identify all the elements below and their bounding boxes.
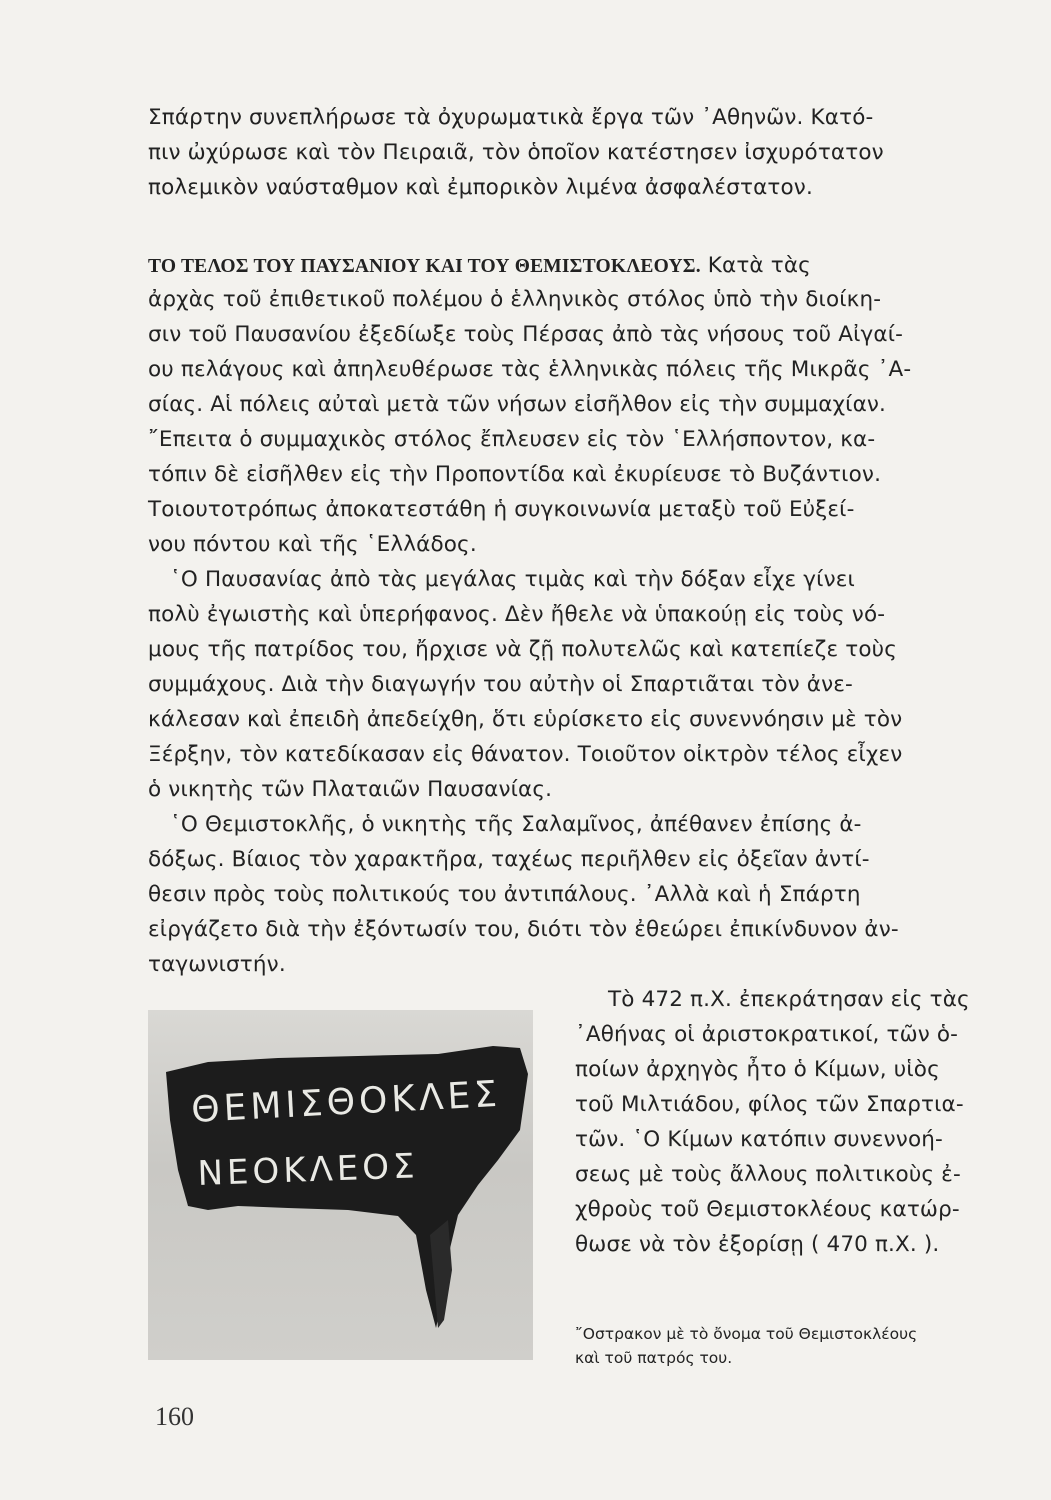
text-line: συμμάχους. Διὰ τὴν διαγωγήν του αὐτὴν οἱ Σπαρτιᾶται τὸν ἀνε-: [148, 672, 853, 697]
text-line: σίας. Αἱ πόλεις αὐταὶ μετὰ τῶν νήσων εἰσῆλθον εἰς τὴν συμμαχίαν.: [148, 392, 887, 417]
text-line: πολεμικὸν ναύσταθμον καὶ ἐμπορικὸν λιμένα ἀσφαλέστατον.: [148, 175, 813, 200]
text-line: ῾Ο Παυσανίας ἀπὸ τὰς μεγάλας τιμὰς καὶ τὴν δόξαν εἶχε γίνει: [170, 567, 855, 592]
text-line: σεως μὲ τοὺς ἄλλους πολιτικοὺς ἐ-: [575, 1162, 961, 1187]
text-line: πολὺ ἐγωιστὴς καὶ ὑπερήφανος. Δὲν ἤθελε νὰ ὑπακούῃ εἰς τοὺς νό-: [148, 602, 886, 627]
inscription-line-1: ΘΕΜΙΣΘΟΚΛΕΣ: [190, 1073, 502, 1131]
text-line: μους τῆς πατρίδος του, ἤρχισε νὰ ζῇ πολυτελῶς καὶ κατεπίεζε τοὺς: [148, 637, 898, 662]
text-line: Τοιουτοτρόπως ἀποκατεστάθη ἡ συγκοινωνία μεταξὺ τοῦ Εὐξεί-: [148, 497, 855, 522]
text-line: τῶν. ῾Ο Κίμων κατόπιν συνεννοή-: [575, 1127, 943, 1152]
ostracon-shard: [148, 1010, 533, 1360]
text-line: ταγωνιστήν.: [148, 952, 286, 977]
text-line: ποίων ἀρχηγὸς ἦτο ὁ Κίμων, υἱὸς: [575, 1057, 940, 1082]
text-line: πιν ὠχύρωσε καὶ τὸν Πειραιᾶ, τὸν ὁποῖον κατέστησεν ἰσχυρότατον: [148, 140, 884, 165]
text-line: Τὸ 472 π.Χ. ἐπεκράτησαν εἰς τὰς: [608, 987, 970, 1012]
text-line: κάλεσαν καὶ ἐπειδὴ ἀπεδείχθη, ὅτι εὑρίσκετο εἰς συνεννόησιν μὲ τὸν: [148, 707, 903, 732]
text-line: θωσε νὰ τὸν ἐξορίσῃ ( 470 π.Χ. ).: [575, 1232, 940, 1257]
text-line: σιν τοῦ Παυσανίου ἐξεδίωξε τοὺς Πέρσας ἀπὸ τὰς νήσους τοῦ Αἰγαί-: [148, 322, 904, 347]
inscription-line-2: ΝΕΟΚΛΕΟΣ: [196, 1146, 420, 1194]
ostracon-photo: [148, 1010, 533, 1360]
text-line: χθροὺς τοῦ Θεμιστοκλέους κατώρ-: [575, 1197, 960, 1222]
caption-line: ῎Οστρακον μὲ τὸ ὄνομα τοῦ Θεμιστοκλέους: [575, 1325, 918, 1343]
text-line: δόξως. Βίαιος τὸν χαρακτῆρα, ταχέως περιῆλθεν εἰς ὀξεῖαν ἀντί-: [148, 847, 870, 872]
section-heading: ΤΟ ΤΕΛΟΣ ΤΟΥ ΠΑΥΣΑΝΙΟΥ ΚΑΙ ΤΟΥ ΘΕΜΙΣΤΟΚΛΕΟΥΣ.: [148, 256, 701, 277]
section-heading-line: [148, 253, 1000, 280]
text-line: ῎Επειτα ὁ συμμαχικὸς στόλος ἔπλευσεν εἰς τὸν ῾Ελλήσποντον, κα-: [148, 427, 876, 452]
text-line: τοῦ Μιλτιάδου, φίλος τῶν Σπαρτια-: [575, 1092, 964, 1117]
text-line: νου πόντου καὶ τῆς ῾Ελλάδος.: [148, 532, 477, 557]
text-line: ῾Ο Θεμιστοκλῆς, ὁ νικητὴς τῆς Σαλαμῖνος, ἀπέθανεν ἐπίσης ἀ-: [170, 812, 862, 837]
text-line: ᾿Αθήνας οἱ ἀριστοκρατικοί, τῶν ὁ-: [575, 1022, 959, 1047]
text-line: Ξέρξην, τὸν κατεδίκασαν εἰς θάνατον. Τοιοῦτον οἰκτρὸν τέλος εἶχεν: [148, 742, 903, 767]
text-line: Σπάρτην συνεπλήρωσε τὰ ὀχυρωματικὰ ἔργα τῶν ᾿Αθηνῶν. Κατό-: [148, 105, 874, 130]
text-line: ὁ νικητὴς τῶν Πλαταιῶν Παυσανίας.: [148, 777, 553, 802]
text-line: ου πελάγους καὶ ἀπηλευθέρωσε τὰς ἑλληνικὰς πόλεις τῆς Μικρᾶς ᾿Α-: [148, 357, 912, 382]
text-line: θεσιν πρὸς τοὺς πολιτικούς του ἀντιπάλους. ᾿Αλλὰ καὶ ἡ Σπάρτη: [148, 882, 861, 907]
heading-continuation: Κατὰ τὰς: [707, 253, 811, 278]
text-line: ἀρχὰς τοῦ ἐπιθετικοῦ πολέμου ὁ ἑλληνικὸς στόλος ὑπὸ τὴν διοίκη-: [148, 287, 882, 312]
caption-line: καὶ τοῦ πατρός του.: [575, 1349, 733, 1367]
text-line: εἰργάζετο διὰ τὴν ἐξόντωσίν του, διότι τὸν ἐθεώρει ἐπικίνδυνον ἀν-: [148, 917, 899, 942]
text-line: τόπιν δὲ εἰσῆλθεν εἰς τὴν Προποντίδα καὶ ἐκυρίευσε τὸ Βυζάντιον.: [148, 462, 882, 487]
page-number: 160: [155, 1402, 194, 1431]
